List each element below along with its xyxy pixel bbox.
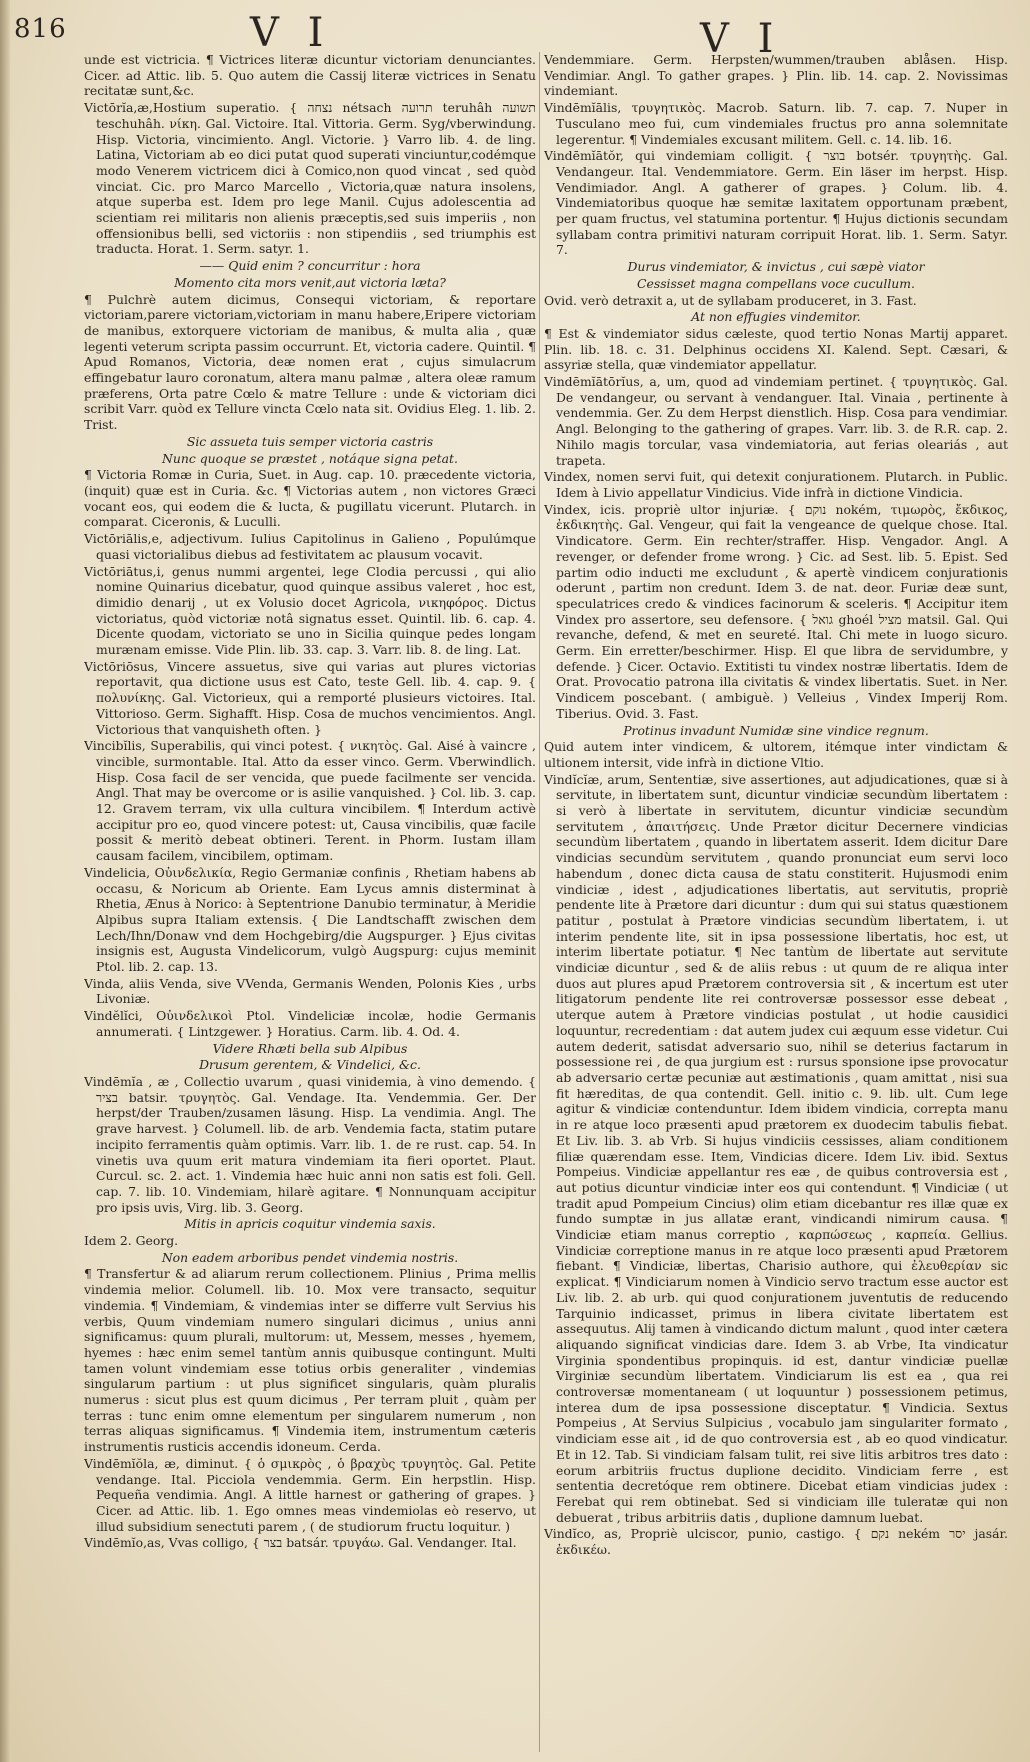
paragraph: ¶ Est & vindemiator sidus cæleste, quod tertio Nonas Martij apparet. Plin. lib. 18. c. 31. Delphinus occidens XI. Kalend. Sept. Cæsari, & assyriæ stella, quæ vindemiator appellatur. — [544, 325, 1008, 373]
page-number: 816 — [14, 14, 67, 44]
dictionary-entry: Vindēmĭo,as, Vvas colligo, { בצר batsár. τρυγάω. Gal. Vendanger. Ital. — [84, 1535, 517, 1551]
dictionary-entry: Vindex, nomen servi fuit, qui detexit conjurationem. Plutarch. in Public. Idem à Livio appellatur Vindicius. Vide infrà in dictione Vindicia. — [544, 469, 1008, 500]
running-head-right: V I — [700, 16, 782, 62]
verse-line: Durus vindemiator, & invictus , cui sæpè viator — [627, 259, 925, 275]
dictionary-entry: Victōriālis,e, adjectivum. Iulius Capitolinus in Galieno , Populúmque quasi victorialibus diebus ad festivitatem ac plausum vocavit. — [84, 531, 536, 562]
verse-line: Drusum gerentem, & Vindelici, &c. — [199, 1057, 421, 1073]
paragraph: ¶ Transfertur & ad aliarum rerum collectionem. Plinius , Prima mellis vindemia melior. Columell. lib. 10. Mox vere transacto, sequitur vindemia. ¶ Vindemiam, & vindemias inter se differre vult Servius his verbis, Quum vindemiam numero singulari dicimus , unius anni significamus: quum plurali, multorum: ut, Messem, messes , hyemem, hyemes : hæc enim semel tantùm annis quibusque contingunt. Multi tamen volunt vindemiam esse totius orbis generaliter , vindemias singularum partium : ut plus significet singularis, quàm pluralis numerus : sicut plus est quum dicimus , Per terram pluit , quàm per terras : tunc enim omne elementum per singularem numerum , non terras aliquas significamus. ¶ Vindemia item, instrumentum cæteris instrumentis rusticis accendis idoneum. Cerda. — [84, 1266, 536, 1455]
dictionary-entry: Vindēmĭa , æ , Collectio uvarum , quasi vinidemia, à vino demendo. { בציר batsir. τρυγητὸς. Gal. Vendage. Ita. Vendemmia. Ger. Der herpst/der Trauben/zusamen läsung. Hisp. La vendimia. Angl. The grave harvest. } Columell. lib. de arb. Vendemia facta, statim putare incipito ferramentis quàm optimis. Varr. lib. 1. de re rust. cap. 54. In vinetis uva quum erit matura vindemiam ita fieri oportet. Plaut. Curcul. sc. 2. act. 1. Vindemia hæc huic anni non satis est foli. Gell. cap. 7. lib. 10. Vindemiam, hilarè agitare. ¶ Nonnunquam accipitur pro ipsis uvis, Virg. lib. 3. Georg. — [84, 1074, 536, 1215]
verse-line: Protinus invadunt Numidæ sine vindice regnum. — [623, 722, 929, 738]
dictionary-entry: Victōriōsus, Vincere assuetus, sive qui varias aut plures victorias reportavit, qua dictione usus est Cato, teste Gell. lib. 4. cap. 9. { πολυνίκης. Gal. Victorieux, qui a remporté plusieurs victoires. Ital. Vittorioso. Germ. Sighafft. Hisp. Cosa de muchos vencimientos. Angl. Victorious that vanquisheth often. } — [84, 658, 536, 737]
dictionary-entry: Victōriātus,i, genus nummi argentei, lege Clodia percussi , qui alio nomine Quinarius dicebatur, quod quinque assibus valeret , hoc est, dimidio denarij , ut ex Volusio docet Agricola, νικηφόρος. Dictus victoriatus, quòd victoriæ notâ signatus esset. Quintil. lib. 6. cap. 4. Dicente quodam, victoriato se uno in Sicilia quinque pedes longam murænam emisse. Vide Plin. lib. 33. cap. 3. Varr. lib. 8. de ling. Lat. — [84, 563, 536, 658]
right-column — [544, 52, 1008, 1752]
dictionary-entry: Vindēmĭātōrĭus, a, um, quod ad vindemiam pertinet. { τρυγητικὸς. Gal. De vendangeur, ou servant à vendanguer. Ital. Vinaia , pertinente à vendemmia. Ger. Zu dem Herpst dienstlich. Hisp. Cosa para vendimiar. Angl. Belonging to the gathering of grapes. Varr. lib. 3. de R.R. cap. 2. Nihilo magis torcular, vasa vindemiatoria, aut ferias oleariás , aut trapeta. — [544, 374, 1008, 468]
left-column — [84, 52, 536, 1752]
verse-line: Cessisset magna compellans voce cucullum. — [637, 275, 915, 291]
gutter-shadow — [0, 0, 10, 1762]
paragraph: Quid autem inter vindicem, & ultorem, itémque inter vindictam & ultionem intersit, vide infrà in dictione Vltio. — [544, 739, 1008, 770]
dictionary-entry: Victōrĭa,æ,Hostium superatio. { נצחה nétsach תרועה teruhâh תשועה teschuhâh. νίκη. Gal. Victoire. Ital. Vittoria. Germ. Syg/vberwindung. Hisp. Victoria, vincimiento. Angl. Victorie. } Varro lib. 4. de ling. Latina, Victoriam ab eo dici putat quod superati vinciuntur,codémque modo Venerem victricem dici à Comico,non quod vincat , sed quòd vinciat. Cic. pro Marco Marcello , Victoria,quæ natura insolens, atque superba est. Idem pro lege Manil. Cujus adolescentia ad scientiam rei militaris non alienis præceptis,sed suis imperiis , non offensionibus belli, sed victoriis : non stipendiis , sed triumphis est traducta. Horat. 1. Serm. satyr. 1. — [84, 100, 536, 257]
paragraph: Idem 2. Georg. — [84, 1233, 179, 1249]
dictionary-entry: Vindĭco, as, Propriè ulciscor, punio, castigo. { נקם nekém יסר jasár. ἐκδικέω. — [544, 1526, 1008, 1558]
dictionary-entry: Vindex, icis. propriè ultor injuriæ. { נוקם nokém, τιμωρὸς, ἔκδικος, ἐκδικητὴς. Gal. Vengeur, qui fait la vengeance de quelque chose. Ital. Vindicatore. Germ. Ein rechter/straffer. Hisp. Vengador. Angl. A revenger, or defender frome wrong. } Cic. ad Sest. lib. 5. Epist. Sed partim odio inducti me excludunt , & apertè vindicem conjurationis oderunt , partim non credunt. Idem 3. de nat. deor. Furiæ deæ sunt, speculatrices credo & vindices facinorum & sceleris. ¶ Accipitur item Vindex pro assertore, seu defensore. { גואל ghoél מציל matsil. Gal. Qui revanche, defend, & met en seureté. Ital. Chi mete in luogo sicuro. Germ. Ein erretter/beschirmer. Hisp. El que libra de servidumbre, y defende. } Cicer. Octavio. Extitisti tu vindex nostræ libertatis. Idem de Orat. Provocatio patrona illa civitatis & vindex libertatis. Suet. in Ner. Vindicem poscebant. ( ambiguè. ) Velleius , Vindex Imperij Rom. Tiberius. Ovid. 3. Fast. — [544, 501, 1008, 721]
paragraph: unde est victricia. ¶ Victrices literæ dicuntur victoriam denunciantes. Cicer. ad Attic. lib. 5. Quo autem die Cassij literæ victrices in Senatu recitatæ sunt,&c. — [84, 52, 536, 99]
page-header — [0, 10, 1030, 62]
paragraph: ¶ Victoria Romæ in Curia, Suet. in Aug. cap. 10. præcedente victoria, (inquit) quæ est in Curia. &c. ¶ Victorias autem , non victores Græci vocant eos, qui eodem die & lucta, & pugillatu vicerunt. Plutarch. in comparat. Ciceronis, & Luculli. — [84, 467, 536, 530]
running-head-left: V I — [250, 10, 332, 56]
column-divider — [539, 52, 540, 1752]
verse-line: Nunc quoque se præstet , notáque signa petat. — [162, 450, 458, 466]
verse-line: Non eadem arboribus pendet vindemia nostris. — [161, 1249, 459, 1265]
dictionary-entry: Vindēmĭŏla, æ, diminut. { ὁ σμικρὸς , ὁ βραχὺς τρυγητὸς. Gal. Petite vendange. Ital. Picciola vendemmia. Germ. Ein herpstlin. Hisp. Pequeña vendimia. Angl. A little harnest or gathering of grapes. } Cicer. ad Attic. lib. 1. Ego omnes meas vindemiolas eò reservo, ut illud subsidium senectuti parem , ( de studiorum fructu loquitur. ) — [84, 1455, 536, 1534]
paragraph: Vendemmiare. Germ. Herpsten/wummen/trauben ablåsen. Hisp. Vendimiar. Angl. To gather grapes. } Plin. lib. 14. cap. 2. Novissimas vindemiant. — [544, 52, 1008, 99]
verse-line: Sic assueta tuis semper victoria castris — [186, 433, 434, 449]
verse-line: Momento cita mors venit,aut victoria læta? — [174, 274, 446, 290]
verse-line: —— Quid enim ? concurritur : hora — [199, 258, 421, 274]
verse-line: At non effugies vindemitor. — [691, 309, 861, 325]
verse-line: Videre Rhæti bella sub Alpibus — [212, 1040, 408, 1056]
paragraph: Ovid. verò detraxit a, ut de syllabam produceret, in 3. Fast. — [544, 292, 917, 308]
dictionary-entry: Vindĭcĭæ, arum, Sententiæ, sive assertiones, aut adjudicationes, quæ si à servitute, in libertatem sunt, dicuntur vindiciæ secundùm libertatem : si verò à libertate in servitutem, dicuntur vindiciæ secundùm servitutem , ἀπαιτήσεις. Unde Prætor dicitur Decernere vindicias secundùm libertatem , quando in libertatem asserit. Idem dicitur Dare vindicias secundùm servitutem , quando pronunciat eum servi loco habendum , donec dicta causa de statu constiterit. Hujusmodi enim vindiciæ , idest , adjudicationes libertatis, aut servitutis, propriè pendente lite à Prætore dari dicuntur : dum qui sui status quæstionem patitur , postulat à Prætore vindicias secundùm libertatem, i. ut interim pendente lite, sit in ipsa possessione libertatis, hoc est, ut interim libertate potiatur. ¶ Nec tantùm de libertate aut servitute vindiciæ dicuntur , sed & de aliis rebus : ut quum de re aliqua inter duos aut plures apud Prætorem controversia sit , & incertum est uter litigatorum pendente lite rei controversæ possessor esse debeat , uterque autem à Prætore vindicias postulat , ut hodie causidici loquuntur, recredentiam : dat autem judex cui æquum esse videtur. Cui autem dederit, satisdat adversario suo, nihil se deterius factarum in possessione rei , de qua jurgium est : rursus sponsione ipse provocatur ab adversario certæ pecuniæ aut æstimationis , quam amittat , nisi sua fit hæreditas, de qua contendit. Gell. initio c. 9. lib. ult. Cum lege agitur & vindiciæ contenduntur. Idem ibidem vindicia, correpta manu in re atque loco præsenti apud prætorem ex duodecim tabulis fiebat. Et Liv. lib. 3. ab Vrb. Si hujus vindiciis cessisses, aliam conditionem filiæ quærendam esse. Item, Vindicias dicere. Idem Liv. ibid. Sextus Pompeius. Vindiciæ appellantur res eæ , de quibus controversia est , aut potius dicuntur vindiciæ inter eos qui contendunt. ¶ Vindiciæ ( ut tradit apud Pompeium Cincius) olim etiam dicebantur res illæ quæ ex fundo sumptæ in jus allatæ erant, vindicandi nimirum causa. ¶ Vindiciæ etiam manus correptio , καρπώσεως , καρπεία. Gellius. Vindiciæ correptione manus in re atque loco præsenti apud Prætorem fiebant. ¶ Vindiciæ, libertas, Charisio authore, qui ἐλευθερίαν sic explicat. ¶ Vindiciarum nomen à Vindicio servo tractum esse auctor est Liv. lib. 2. ab urb. qui quod conjurationem juventutis de reducendo Tarquinio indicasset, primus in libera civitate libertatem est assequutus. Alij tamen à vindicando dictum malunt , quod inter cætera aliquando significat vindicias dare. Idem 3. ab Vrbe, Ita vindicatur Virginia spondentibus propinquis. id est, dantur vindiciæ puellæ Virginiæ secundùm libertatem. Vindiciarum lis est ea , qua rei controversæ momentaneam ( ut loquuntur ) possessionem petimus, interea dum de ipsa possessione disceptatur. ¶ Vindicia. Sextus Pompeius , At Servius Sulpicius , vocabulo jam singulariter formato , vindiciam esse ait , id de quo controversia est , ab eo quod vindicatur. Et in 12. Tab. Si vindiciam falsam tulit, rei sive litis arbitros tres dato : eorum arbitriis fructus duplione decidito. Vindiciam ferre , est sententia decretóque rem obtinere. Dicebat etiam vindicias judex : Ferebat qui rem obtinebat. Sed si vindiciam ille tuleratæ qui non debuerat , tribus arbitriis datis , duplione damnum luebat. — [544, 771, 1008, 1525]
verse-line: Mitis in apricis coquitur vindemia saxis. — [184, 1216, 436, 1232]
dictionary-entry: Vindēmĭālis, τρυγητικὸς. Macrob. Saturn. lib. 7. cap. 7. Nuper in Tusculano meo fui, cum vindemiales fructus pro anna solemnitate legerentur. ¶ Vindemiales excusant militem. Gell. c. 14. lib. 16. — [544, 100, 1008, 147]
dictionary-entry: Vindēmĭātŏr, qui vindemiam colligit. { בוצר botsér. τρυγητὴς. Gal. Vendangeur. Ital. Vendemmiatore. Germ. Ein läser im herpst. Hisp. Vendimiador. Angl. A gatherer of grapes. } Colum. lib. 4. Vindemiatoribus quoque hæ semitæ laxitatem opportunam præbent, per quam fructus, vel statumina portentur. ¶ Hujus dictionis secundam syllabam contra primitivi naturam corripuit Horat. lib. 1. Serm. Satyr. 7. — [544, 148, 1008, 258]
dictionary-entry: Vindelicia, Οὐινδελικία, Regio Germaniæ confinis , Rhetiam habens ab occasu, & Noricum ab Oriente. Eam Lycus amnis disterminat à Rhetia, Ænus à Norico: à Septentrione Danubio terminatur, à Meridie Alpibus supra Italiam extensis. { Die Landtschafft zwischen dem Lech/Ihn/Donaw vnd dem Hochgebirg/die Augspurger. } Ejus civitas insignis est, Augusta Vindelicorum, vulgò Augspurg: cujus meminit Ptol. lib. 2. cap. 13. — [84, 864, 536, 975]
dictionary-entry: Vindĕlĭci, Οὐινδελικοὶ Ptol. Vindeliciæ incolæ, hodie Germanis annumerati. { Lintzgewer. } Horatius. Carm. lib. 4. Od. 4. — [84, 1008, 536, 1039]
dictionary-entry: Vincibĭlis, Superabilis, qui vinci potest. { νικητὸς. Gal. Aisé à vaincre , vincible, surmontable. Ital. Atto da esser vinco. Germ. Vberwindlich. Hisp. Cosa facil de ser vencida, que puede facilmente ser vencida. Angl. That may be overcome or is asilie vanquished. } Col. lib. 3. cap. 12. Gravem terram, vix ulla cultura vincibilem. ¶ Interdum activè accipitur pro eo, quod vincere potest: ut, Causa vincibilis, quæ facile possit & meritò debeat obtineri. Terent. in Phorm. Iustam illam causam facilem, vincibilem, optimam. — [84, 738, 536, 864]
paragraph: ¶ Pulchrè autem dicimus, Consequi victoriam, & reportare victoriam,parere victoriam,victoriam in manu habere,Eripere victoriam de manibus, extorquere victoriam de manibus, & multa alia , quæ legenti veterum scripta passim occurrunt. Et, victoria cadere. Quintil. ¶ Apud Romanos, Victoria, deæ nomen erat , cujus simulacrum effingebatur lauro coronatum, altera manu palmæ , altera oleæ ramum præferens, Orta patre Cœlo & matre Tellure : unde & victoriam dici scribit Varr. quòd ex Tellure vincta Cœlo nata sit. Ovidius Eleg. 1. lib. 2. Trist. — [84, 291, 536, 433]
dictionary-entry: Vinda, aliis Venda, sive VVenda, Germanis Wenden, Polonis Kies , urbs Livoniæ. — [84, 975, 536, 1007]
